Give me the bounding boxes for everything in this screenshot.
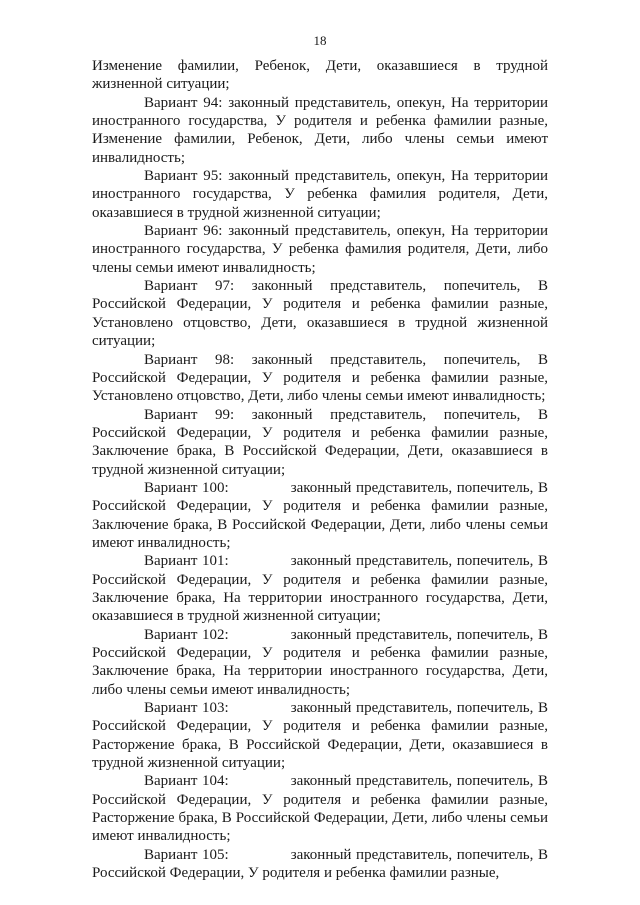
variant-text: законный представитель, попечитель, В Российской Федерации, У родителя и ребенка фамилии разные, bbox=[92, 846, 548, 882]
variant-label: Вариант 104: bbox=[144, 773, 229, 790]
variant-text: законный представитель, попечитель, В Российской Федерации, У родителя и ребенка фамилии разные, Заключение брака, На территории иностранного государства, Дети, либо члены семьи имеют инвалидность; bbox=[92, 626, 548, 698]
variant-text: законный представитель, попечитель, В Российской Федерации, У родителя и ребенка фамилии разные, Заключение брака, На территории иностранного государства, Дети, оказавшиеся в трудной жизненной ситуации; bbox=[92, 553, 548, 625]
variant-94-paragraph: Вариант 94: законный представитель, опекун, На территории иностранного государства, У родителя и ребенка фамилии разные, Изменение фамилии, Ребенок, Дети, либо члены семьи имеют инвалидность; bbox=[92, 94, 548, 166]
variant-label: Вариант 103: bbox=[144, 700, 229, 717]
variant-label: Вариант 102: bbox=[144, 626, 229, 643]
variant-103-paragraph bbox=[92, 699, 548, 772]
variant-label: Вариант 100: bbox=[144, 479, 229, 496]
continuation-paragraph: Изменение фамилии, Ребенок, Дети, оказавшиеся в трудной жизненной ситуации; bbox=[92, 58, 548, 93]
variant-105-paragraph bbox=[92, 846, 548, 883]
variant-label: Вариант 105: bbox=[144, 846, 229, 863]
variant-101-paragraph bbox=[92, 552, 548, 625]
variant-100-paragraph bbox=[92, 479, 548, 552]
variant-label: Вариант 101: bbox=[144, 553, 229, 570]
variant-99-paragraph: Вариант 99: законный представитель, попечитель, В Российской Федерации, У родителя и ребенка фамилии разные, Заключение брака, В Российской Федерации, Дети, оказавшиеся в трудной жизненной ситуации; bbox=[92, 406, 548, 478]
variant-text: законный представитель, попечитель, В Российской Федерации, У родителя и ребенка фамилии разные, Расторжение брака, В Российской Федерации, Дети, либо члены семьи имеют инвалидность; bbox=[92, 773, 548, 845]
variant-102-paragraph bbox=[92, 626, 548, 699]
variant-96-paragraph: Вариант 96: законный представитель, опекун, На территории иностранного государства, У ребенка фамилия родителя, Дети, либо члены семьи имеют инвалидность; bbox=[92, 223, 548, 276]
variant-text: законный представитель, попечитель, В Российской Федерации, У родителя и ребенка фамилии разные, Расторжение брака, В Российской Федерации, Дети, оказавшиеся в трудной жизненной ситуации; bbox=[92, 700, 548, 772]
variant-95-paragraph: Вариант 95: законный представитель, опекун, На территории иностранного государства, У ребенка фамилия родителя, Дети, оказавшиеся в трудной жизненной ситуации; bbox=[92, 168, 548, 221]
page-number: 18 bbox=[313, 33, 327, 48]
variant-text: законный представитель, попечитель, В Российской Федерации, У родителя и ребенка фамилии разные, Заключение брака, В Российской Федерации, Дети, либо члены семьи имеют инвалидность; bbox=[92, 479, 548, 551]
variant-104-paragraph bbox=[92, 772, 548, 845]
body-text bbox=[92, 57, 548, 882]
variant-97-paragraph: Вариант 97: законный представитель, попечитель, В Российской Федерации, У родителя и ребенка фамилии разные, Установлено отцовство, Дети, оказавшиеся в трудной жизненной ситуации; bbox=[92, 278, 548, 350]
variant-98-paragraph: Вариант 98: законный представитель, попечитель, В Российской Федерации, У родителя и ребенка фамилии разные, Установлено отцовство, Дети, либо члены семьи имеют инвалидность; bbox=[92, 351, 548, 405]
